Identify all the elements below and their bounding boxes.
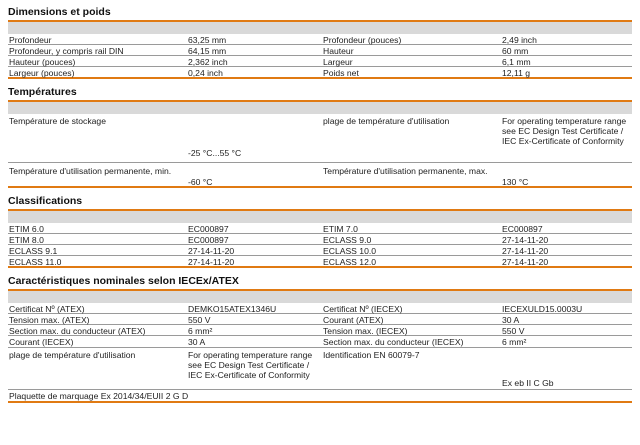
section-classifications <box>0 188 640 268</box>
temperatures-row <box>8 114 632 163</box>
classifications-value-left: EC000897 <box>188 224 229 234</box>
dimensions-row <box>8 45 632 56</box>
temperatures-value-left: -25 °C...55 °C <box>188 148 242 158</box>
ratings-label-left: Certificat Nº (ATEX) <box>9 304 85 314</box>
dimensions-value-left: 2,362 inch <box>188 57 228 67</box>
dimensions-value-right: 12,11 g <box>502 68 531 78</box>
classifications-label-right: ECLASS 10.0 <box>323 246 377 256</box>
classifications-value-right: 27-14-11-20 <box>502 235 549 245</box>
ratings-value-right: Ex eb II C Gb <box>502 378 554 388</box>
ratings-value-right: 6 mm² <box>502 337 527 347</box>
section-ratings <box>0 268 640 403</box>
section-title-temperatures: Températures <box>8 86 77 98</box>
classifications-value-left: EC000897 <box>188 235 229 245</box>
dimensions-label-right: Largeur <box>323 57 353 67</box>
section-band <box>8 211 632 223</box>
dimensions-row <box>8 56 632 67</box>
ratings-label-right: Certificat Nº (IECEX) <box>323 304 403 314</box>
dimensions-label-right: Profondeur (pouces) <box>323 35 402 45</box>
ratings-value-right: IECEXULD15.0003U <box>502 304 583 314</box>
dimensions-value-right: 6,1 mm <box>502 57 531 67</box>
dimensions-row <box>8 67 632 79</box>
classifications-value-right: 27-14-11-20 <box>502 246 549 256</box>
ratings-value-right: 550 V <box>502 326 525 336</box>
ratings-label-right: Section max. du conducteur (IECEX) <box>323 337 464 347</box>
temperatures-label-right: Température d'utilisation permanente, max. <box>323 166 488 176</box>
ratings-value-left: DEMKO15ATEX1346U <box>188 304 277 314</box>
classifications-row <box>8 256 632 268</box>
dimensions-value-left: 0,24 inch <box>188 68 223 78</box>
temperatures-value-right: For operating temperature range see EC Design Test Certificate / IEC Ex-Certificate of Conformity <box>502 116 627 146</box>
classifications-row <box>8 223 632 234</box>
temperatures-row <box>8 163 632 188</box>
ratings-label-left: Section max. du conducteur (ATEX) <box>9 326 146 336</box>
temperatures-value-left: -60 °C <box>188 177 213 187</box>
ratings-row <box>8 303 632 314</box>
classifications-label-left: ETIM 8.0 <box>9 235 44 245</box>
temperatures-label-left: Température d'utilisation permanente, min. <box>9 166 172 176</box>
dimensions-label-left: Hauteur (pouces) <box>9 57 76 67</box>
classifications-value-left: 27-14-11-20 <box>188 257 235 267</box>
classifications-label-left: ECLASS 9.1 <box>9 246 58 256</box>
ratings-row <box>8 336 632 348</box>
section-dimensions <box>0 0 640 79</box>
section-title-ratings: Caractéristiques nominales selon IECEx/ATEX <box>8 275 239 287</box>
dimensions-label-right: Poids net <box>323 68 359 78</box>
ratings-label-right: Courant (ATEX) <box>323 315 384 325</box>
classifications-label-left: ETIM 6.0 <box>9 224 44 234</box>
marking-row <box>8 390 632 403</box>
dimensions-label-right: Hauteur <box>323 46 354 56</box>
section-temperatures <box>0 79 640 188</box>
classifications-value-right: 27-14-11-20 <box>502 257 549 267</box>
ratings-row <box>8 325 632 336</box>
ratings-label-right: Identification EN 60079-7 <box>323 350 420 360</box>
section-band <box>8 22 632 34</box>
section-band <box>8 291 632 303</box>
dimensions-value-left: 64,15 mm <box>188 46 227 56</box>
dimensions-row <box>8 34 632 45</box>
ratings-row <box>8 348 632 390</box>
ratings-value-left: 550 V <box>188 315 211 325</box>
classifications-label-left: ECLASS 11.0 <box>9 257 62 267</box>
marking-label: Plaquette de marquage Ex 2014/34/EUII 2 G D <box>9 391 189 401</box>
ratings-row <box>8 314 632 325</box>
classifications-row <box>8 245 632 256</box>
dimensions-label-left: Largeur (pouces) <box>9 68 75 78</box>
dimensions-label-left: Profondeur, y compris rail DIN <box>9 46 124 56</box>
ratings-label-left: plage de température d'utilisation <box>9 350 136 360</box>
ratings-value-left: For operating temperature range see EC Design Test Certificate / IEC Ex-Certificate of Conformity <box>188 350 313 380</box>
dimensions-value-right: 60 mm <box>502 46 529 56</box>
temperatures-label-right: plage de température d'utilisation <box>323 116 450 126</box>
classifications-value-left: 27-14-11-20 <box>188 246 235 256</box>
section-title-dimensions: Dimensions et poids <box>8 6 111 18</box>
dimensions-label-left: Profondeur <box>9 35 52 45</box>
classifications-value-right: EC000897 <box>502 224 543 234</box>
temperatures-value-right: 130 °C <box>502 177 529 187</box>
classifications-label-right: ETIM 7.0 <box>323 224 358 234</box>
classifications-row <box>8 234 632 245</box>
ratings-value-right: 30 A <box>502 315 520 325</box>
ratings-label-left: Tension max. (ATEX) <box>9 315 90 325</box>
classifications-label-right: ECLASS 9.0 <box>323 235 372 245</box>
ratings-value-left: 30 A <box>188 337 206 347</box>
classifications-label-right: ECLASS 12.0 <box>323 257 377 267</box>
dimensions-value-right: 2,49 inch <box>502 35 537 45</box>
section-band <box>8 102 632 114</box>
section-title-classifications: Classifications <box>8 195 83 207</box>
dimensions-value-left: 63,25 mm <box>188 35 227 45</box>
ratings-value-left: 6 mm² <box>188 326 213 336</box>
ratings-label-right: Tension max. (IECEX) <box>323 326 408 336</box>
temperatures-label-left: Température de stockage <box>9 116 106 126</box>
ratings-label-left: Courant (IECEX) <box>9 337 74 347</box>
